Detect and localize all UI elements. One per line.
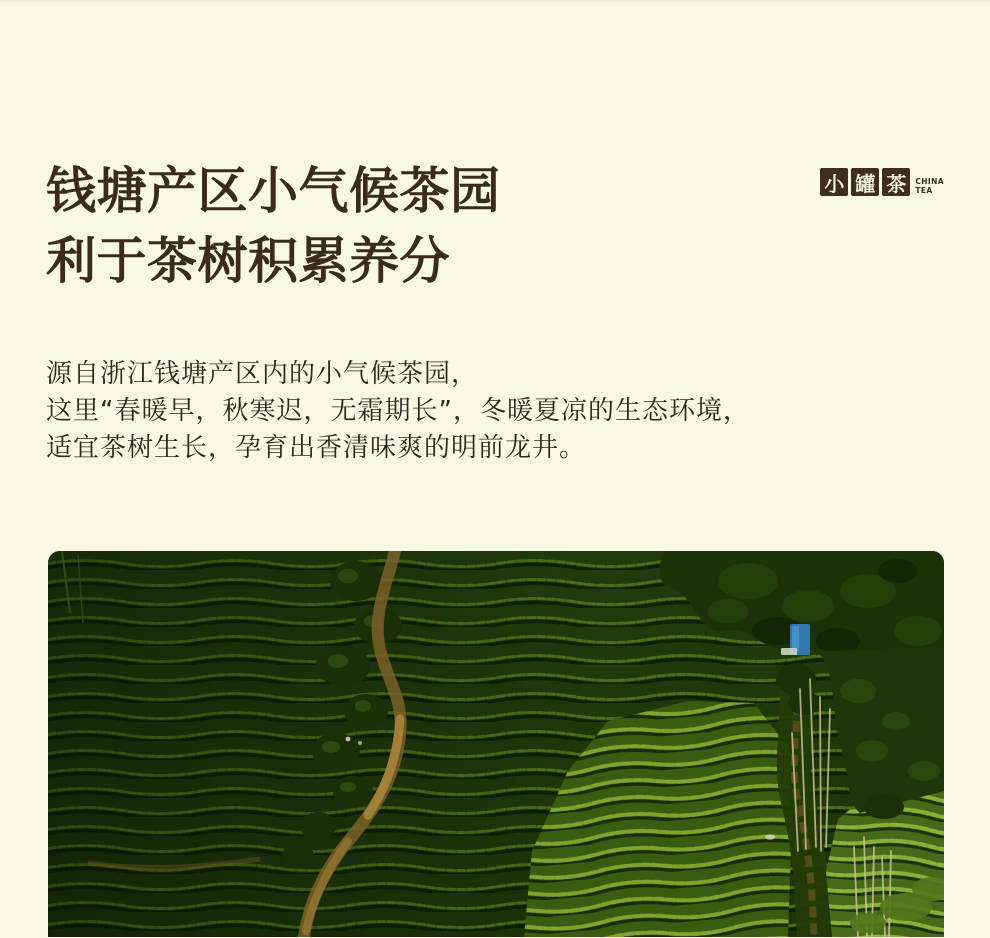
title-line: 钱塘产区小气候茶园 bbox=[46, 162, 501, 220]
brand-subtext-line: CHINA bbox=[915, 177, 944, 186]
brand-character-box: 茶 bbox=[882, 168, 910, 196]
brand-character-boxes bbox=[820, 168, 910, 196]
page-title bbox=[46, 0, 944, 296]
brand-character-box: 小 bbox=[820, 168, 848, 196]
body-paragraph bbox=[46, 356, 944, 467]
title-line: 利于茶树积累养分 bbox=[46, 232, 450, 290]
body-line: 源自浙江钱塘产区内的小气候茶园， bbox=[46, 359, 479, 389]
brand-logo bbox=[820, 168, 944, 196]
brand-subtext bbox=[915, 177, 944, 195]
brand-subtext-line: TEA bbox=[915, 186, 933, 195]
brand-character-box: 罐 bbox=[851, 168, 879, 196]
body-line: 适宜茶树生长，孕育出香清味爽的明前龙井。 bbox=[46, 433, 587, 463]
tea-plantation-photo bbox=[48, 551, 944, 937]
body-line: 这里“春暖早，秋寒迟，无霜期长”，冬暖夏凉的生态环境， bbox=[46, 396, 750, 426]
